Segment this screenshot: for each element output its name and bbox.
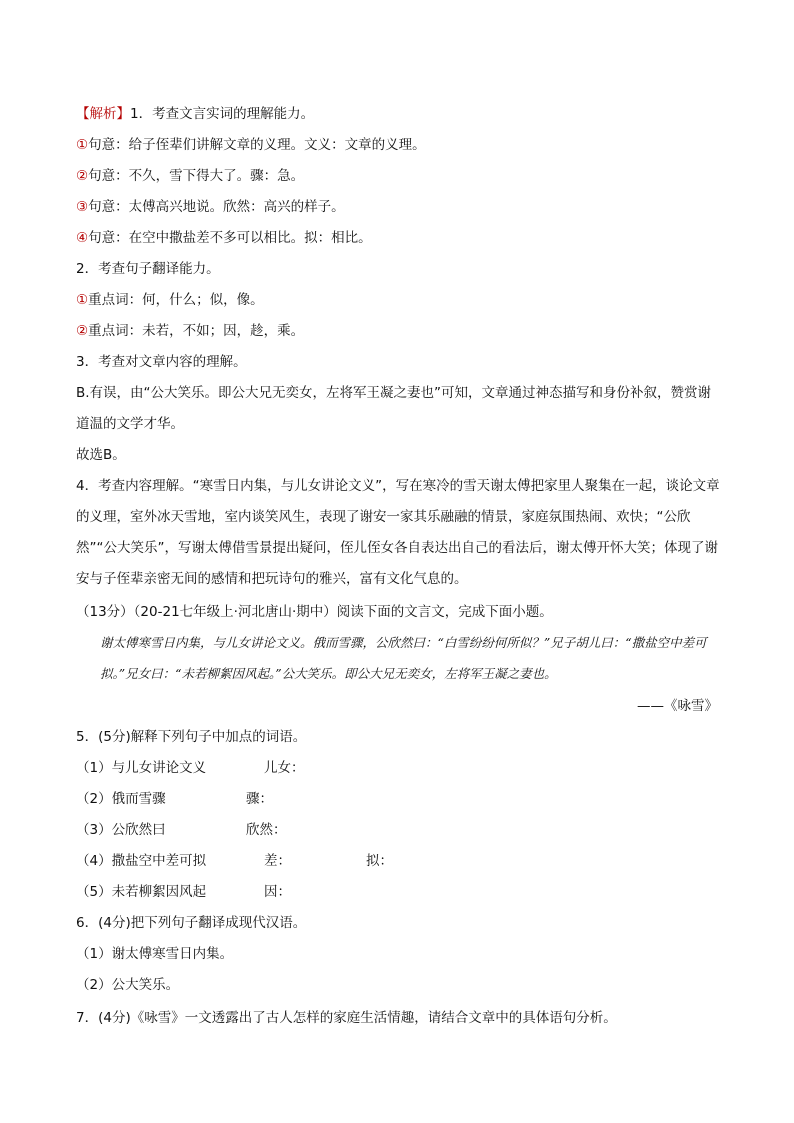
item-text: 句意：不久，雪下得大了。骤：急。	[88, 168, 305, 184]
section-header: （13分）（20-21七年级上·河北唐山·期中）阅读下面的文言文，完成下面小题。	[76, 604, 553, 620]
q5-item-sentence: （3）公欣然曰	[76, 822, 166, 838]
analysis-line-3: 3．考查对文章内容的理解。	[76, 354, 247, 370]
q5-item-sentence: （5）未若柳絮因风起	[76, 884, 207, 900]
analysis-line-1: 1．考查文言实词的理解能力。	[130, 106, 315, 122]
analysis-tag: 【解析】	[76, 106, 130, 122]
passage-source: ——《咏雪》	[637, 698, 718, 714]
analysis-conclusion: 故选B。	[76, 447, 126, 463]
item-marker: ④	[76, 230, 89, 246]
item-marker: ②	[76, 168, 89, 184]
q5-title: 5．(5分)解释下列句子中加点的词语。	[76, 729, 307, 745]
q5-item-sentence: （2）俄而雪骤	[76, 791, 166, 807]
item-text: 重点词：未若，不如；因，趁，乘。	[88, 323, 305, 339]
analysis-line-2: 2．考查句子翻译能力。	[76, 261, 220, 277]
q5-item-sentence: （1）与儿女讲论文义	[76, 760, 207, 776]
item-text: 句意：在空中撒盐差不多可以相比。拟：相比。	[88, 230, 372, 246]
analysis-paragraph-4: 4．考查内容理解。“寒雪日内集，与儿女讲论文义”，写在寒冷的雪天谢太傅把家里人聚集在一起，谈论文章的义理，室外冰天雪地，室内谈笑风生，表现了谢安一家其乐融融的情景，家庭氛围热闹、欢快；“公欣然”“公大笑乐”，写谢太傅借雪景提出疑问，侄儿侄女各自表达出自己的看法后，谢太傅开怀大笑；体现了谢安与子侄辈亲密无间的感情和把玩诗句的雅兴，富有文化气息的。	[76, 478, 720, 587]
analysis-item	[76, 290, 264, 310]
q6-item: （1）谢太傅寒雪日内集。	[76, 946, 234, 962]
item-text: 重点词：何，什么；似，像。	[88, 292, 264, 308]
analysis-paragraph-3: B.有误，由“公大笑乐。即公大兄无奕女，左将军王凝之妻也”可知，文章通过神态描写和身份补叙，赞赏谢道温的文学才华。	[76, 385, 712, 432]
q5-item-word: 差：	[264, 853, 291, 869]
classical-passage: 谢太傅寒雪日内集，与儿女讲论文义。俄而雪骤，公欣然曰：“白雪纷纷何所似？”兄子胡儿曰：“撒盐空中差可拟。”兄女曰：“未若柳絮因风起。”公大笑乐。即公大兄无奕女，左将军王凝之妻也。	[100, 635, 707, 681]
item-text: 句意：给子侄辈们讲解文章的义理。文义：文章的义理。	[88, 137, 426, 153]
analysis-item	[76, 228, 372, 248]
q5-item-word: 骤：	[246, 791, 273, 807]
analysis-heading	[76, 104, 314, 124]
q6-item: （2）公大笑乐。	[76, 977, 180, 993]
item-marker: ②	[76, 323, 89, 339]
q5-item-word: 因：	[264, 884, 291, 900]
q6-title: 6．(4分)把下列句子翻译成现代汉语。	[76, 915, 307, 931]
item-text: 句意：太傅高兴地说。欣然：高兴的样子。	[88, 199, 345, 215]
item-marker: ③	[76, 199, 89, 215]
q5-item-word-2: 拟：	[366, 853, 393, 869]
analysis-item	[76, 166, 304, 186]
q5-item-sentence: （4）撒盐空中差可拟	[76, 853, 207, 869]
analysis-item	[76, 321, 304, 341]
analysis-item	[76, 135, 426, 155]
analysis-item	[76, 197, 345, 217]
item-marker: ①	[76, 137, 89, 153]
item-marker: ①	[76, 292, 89, 308]
q5-item-word: 欣然：	[246, 822, 287, 838]
q5-item-word: 儿女：	[264, 760, 305, 776]
q7-title: 7．(4分)《咏雪》一文透露出了古人怎样的家庭生活情趣，请结合文章中的具体语句分析。	[76, 1010, 617, 1026]
